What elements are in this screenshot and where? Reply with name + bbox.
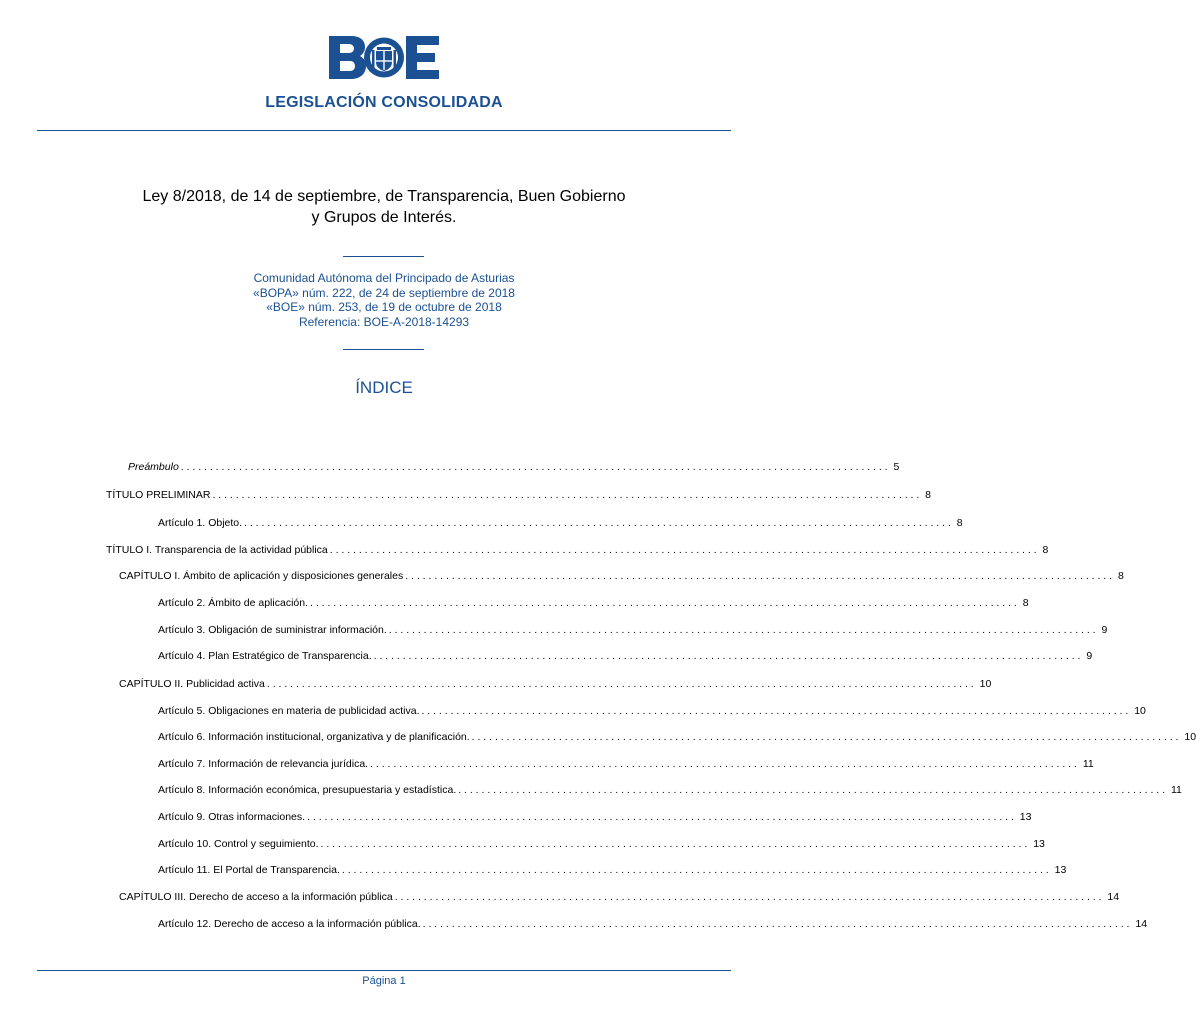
leader-dots: .......................................................................................................................... [421, 705, 1132, 717]
leader-dots: .......................................................................................................................... [310, 597, 1020, 609]
leader-dots: .......................................................................................................................... [422, 918, 1133, 930]
toc-entry-label: Artículo 12. Derecho de acceso a la información pública. [158, 918, 421, 930]
toc-entry-label: Preámbulo [128, 461, 179, 473]
toc-entry-label: Artículo 4. Plan Estratégico de Transparencia. [158, 650, 372, 662]
toc-entry-page: 10 [1134, 705, 1146, 717]
toc-entry-label: Artículo 2. Ámbito de aplicación. [158, 597, 308, 609]
toc-entry[interactable] [158, 704, 1146, 718]
meta-boe: «BOE» núm. 253, de 19 de octubre de 2018 [266, 300, 502, 315]
toc-entry-page: 8 [925, 489, 931, 501]
toc-entry[interactable] [158, 863, 1067, 877]
toc-entry-page: 11 [1082, 758, 1094, 770]
toc-entry-label: Artículo 3. Obligación de suministrar información. [158, 624, 387, 636]
leader-dots: .......................................................................................................................... [471, 731, 1182, 743]
footer-divider [37, 970, 731, 971]
leader-dots: .......................................................................................................................... [388, 624, 1099, 636]
meta-bopa: «BOPA» núm. 222, de 24 de septiembre de 2018 [253, 285, 515, 300]
toc-entry-page: 10 [1184, 731, 1196, 743]
toc-entry-label: CAPÍTULO I. Ámbito de aplicación y disposiciones generales [119, 570, 404, 582]
leader-dots: .......................................................................................................................... [370, 758, 1080, 770]
toc-entry-label: Artículo 6. Información institucional, organizativa y de planificación. [158, 731, 470, 743]
leader-dots: .......................................................................................................................... [212, 489, 923, 501]
leader-dots: .......................................................................................................................... [373, 650, 1084, 662]
toc-entry[interactable] [119, 677, 992, 691]
toc-entry[interactable] [106, 488, 931, 502]
leader-dots: .......................................................................................................................... [244, 517, 954, 529]
toc-entry-label: Artículo 8. Información económica, presupuestaria y estadística. [158, 784, 457, 796]
toc-entry-label: Artículo 1. Objeto. [158, 517, 243, 529]
toc-entry-page: 14 [1135, 918, 1148, 930]
toc-entry-page: 8 [956, 517, 963, 529]
leader-dots: .......................................................................................................................... [329, 544, 1040, 556]
toc-entry-label: Artículo 5. Obligaciones en materia de publicidad activa. [158, 705, 420, 717]
leader-dots: .......................................................................................................................... [180, 461, 891, 473]
toc-entry[interactable] [158, 730, 1196, 744]
toc-entry-label: Artículo 11. El Portal de Transparencia. [158, 864, 340, 876]
toc-entry-page: 13 [1054, 864, 1067, 876]
toc-entry[interactable] [158, 837, 1045, 851]
leader-dots: .......................................................................................................................... [320, 838, 1031, 850]
toc-entry[interactable] [119, 890, 1120, 904]
toc-entry-page: 13 [1019, 811, 1032, 823]
meta-reference: Referencia: BOE-A-2018-14293 [298, 314, 470, 329]
toc-entry[interactable] [158, 783, 1182, 797]
law-title-line-1: Ley 8/2018, de 14 de septiembre, de Transparencia, Buen Gobierno [142, 188, 626, 205]
toc-entry[interactable] [158, 917, 1148, 931]
toc-entry-label: Artículo 7. Información de relevancia jurídica. [158, 758, 369, 770]
toc-entry-label: CAPÍTULO III. Derecho de acceso a la información pública [119, 891, 393, 903]
toc-entry-page: 8 [1022, 597, 1029, 609]
leader-dots: .......................................................................................................................... [458, 784, 1168, 796]
toc-entry-label: Artículo 10. Control y seguimiento. [158, 838, 319, 850]
toc-entry-label: TÍTULO I. Transparencia de la actividad pública [106, 544, 328, 556]
toc-entry[interactable] [158, 623, 1108, 637]
toc-entry[interactable] [119, 569, 1124, 583]
toc-entry-label: CAPÍTULO II. Publicidad activa [119, 678, 265, 690]
toc-entry-label: Artículo 9. Otras informaciones. [158, 811, 306, 823]
toc-entry-page: 8 [1117, 570, 1124, 582]
toc-entry-page: 9 [1101, 624, 1108, 636]
toc-entry-label: TÍTULO PRELIMINAR [106, 489, 211, 501]
toc-entry[interactable] [128, 460, 900, 474]
toc-entry[interactable] [106, 543, 1049, 557]
toc-entry[interactable] [158, 516, 963, 530]
law-title-line-2: y Grupos de Interés. [311, 209, 457, 226]
toc-entry-page: 10 [979, 678, 992, 690]
toc-entry-page: 8 [1042, 544, 1049, 556]
index-title: ÍNDICE [355, 378, 413, 397]
leader-dots: .......................................................................................................................... [307, 811, 1017, 823]
toc-entry[interactable] [158, 810, 1032, 824]
toc-entry-page: 13 [1033, 838, 1045, 850]
leader-dots: .......................................................................................................................... [394, 891, 1105, 903]
leader-dots: .......................................................................................................................... [266, 678, 977, 690]
leader-dots: .......................................................................................................................... [405, 570, 1115, 582]
toc-entry-page: 5 [893, 461, 900, 473]
leader-dots: .......................................................................................................................... [341, 864, 1052, 876]
toc-entry[interactable] [158, 596, 1029, 610]
meta-community: Comunidad Autónoma del Principado de Asturias [253, 271, 515, 285]
toc-entry-page: 11 [1170, 784, 1182, 796]
toc-entry-page: 14 [1107, 891, 1120, 903]
page-number: Página 1 [362, 975, 406, 987]
toc-entry[interactable] [158, 649, 1093, 663]
toc-entry-page: 9 [1086, 650, 1093, 662]
section-title: LEGISLACIÓN CONSOLIDADA [265, 94, 503, 111]
toc-entry[interactable] [158, 757, 1094, 771]
